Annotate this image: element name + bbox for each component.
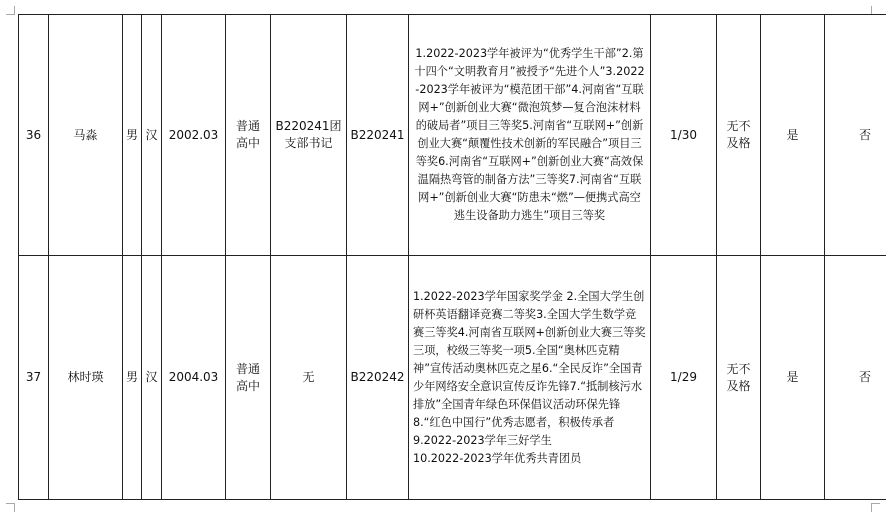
award-text: 1.2022-2023学年国家奖学金 2.全国大学生创研杯英语翻译竞赛二等奖3.全国大学生数学竞赛三等奖4.河南省互联网+创新创业大赛三等奖三项，校级三等奖一项5.全国“奥林匹克精神”宣传活动奥林匹克之星6.“全民反诈”全国青少年网络安全意识宣传反诈先锋7.“抵制核污水排放”全国青年绿色环保倡议活动环保先锋8.“红色中国行”优秀志愿者，积极传承者 [413,289,646,429]
cell-school-line: 普通 [235,119,260,133]
cell-school [226,256,271,500]
cell-name: 马淼 [49,15,123,256]
cell-gender: 男 [123,256,142,500]
cell-name: 林时瑛 [49,256,123,500]
cell-yes: 是 [761,15,825,256]
cell-ethnicity: 汉 [142,15,162,256]
table-row [19,15,886,256]
cell-position: 无 [271,256,347,500]
cell-fail [717,256,761,500]
cell-rank: 1/30 [651,15,717,256]
cell-awards [409,256,651,500]
award-text: 10.2022-2023学年优秀共青团员 [413,451,582,465]
cell-school-line: 高中 [235,136,260,150]
cell-number: 36 [19,15,49,256]
cell-fail-line: 及格 [726,136,751,150]
page-corner-mark [6,6,15,15]
student-table [18,14,886,500]
cell-school [226,15,271,256]
cell-school-line: 高中 [235,378,260,393]
cell-fail-line: 及格 [726,378,751,393]
cell-gender: 男 [123,15,142,256]
cell-yes: 是 [761,256,825,500]
cell-fail-line: 无不 [726,119,751,133]
cell-birth: 2004.03 [162,256,226,500]
award-text: 9.2022-2023学年三好学生 [413,433,552,447]
cell-birth: 2002.03 [162,15,226,256]
cell-school-line: 普通 [235,361,260,376]
page-corner-mark [6,503,15,512]
cell-ethnicity: 汉 [142,256,162,500]
cell-class-id: B220242 [347,256,409,500]
cell-fail-line: 无不 [726,361,751,376]
cell-number: 37 [19,256,49,500]
cell-position: B220241团支部书记 [271,15,347,256]
cell-class-id: B220241 [347,15,409,256]
cell-rank: 1/29 [651,256,717,500]
cell-awards [409,15,651,256]
cell-no: 否 [825,15,886,256]
table-row [19,256,886,500]
cell-fail [717,15,761,256]
page-corner-mark [871,503,880,512]
award-text: 1.2022-2023学年被评为“优秀学生干部”2.第十四个“文明教育月”被授予“先进个人”3.2022-2023学年被评为“模范团干部”4.河南省“互联网+”创新创业大赛“微泡筑梦—复合泡沫材料的破局者”项目三等奖5.河南省“互联网+”创新创业大赛“颠覆性技术创新的军民融合”项目三等奖6.河南省“互联网+”创新创业大赛“高效保温隔热弯管的制备方法”三等奖7.河南省“互联网+”创新创业大赛“防患未“燃”—便携式高空逃生设备助力逃生”项目三等奖 [414,47,645,222]
cell-no: 否 [825,256,886,500]
